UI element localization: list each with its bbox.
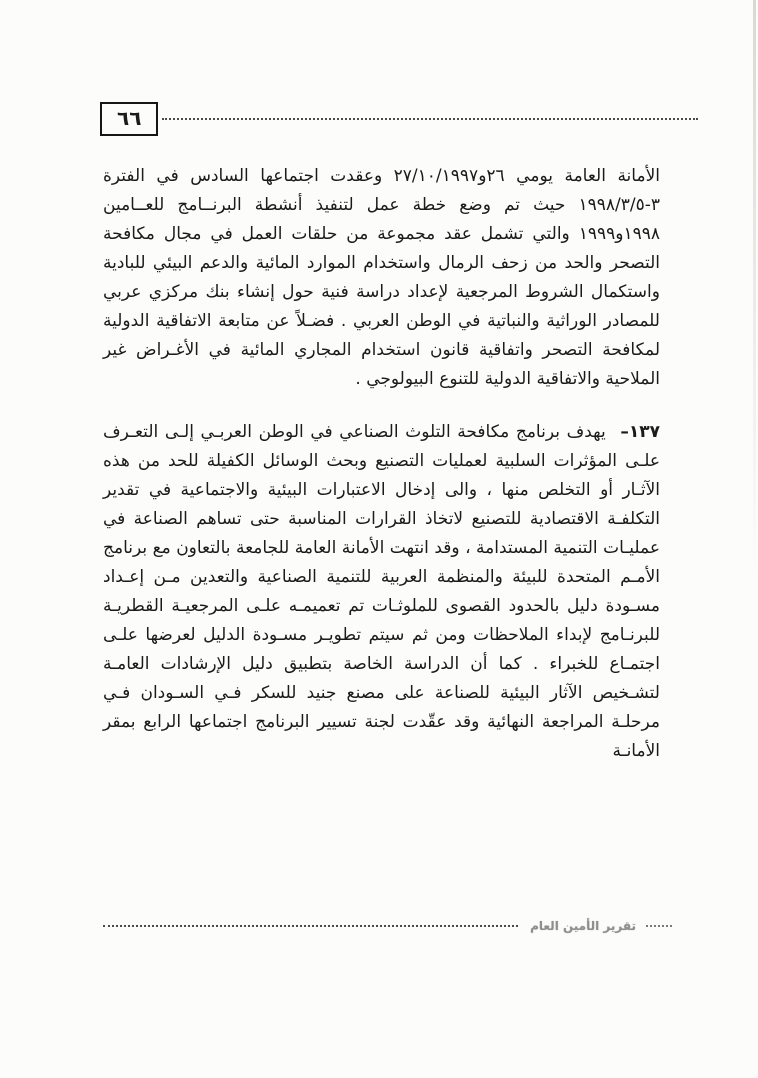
paragraph-2-number: ١٣٧– [620, 422, 661, 442]
page-number: ٦٦ [117, 106, 142, 130]
page-number-box [100, 102, 158, 136]
paragraph-1-text: الأمانة العامة يومي ٢٦و٢٧/١٠/١٩٩٧ وعقدت اجتماعها السادس في الفترة ٣-١٩٩٨/٣/٥ حيث تم وضع خطة عمل لتنفيذ أنشطة البرنــامج للعــامين ١٩٩٨و١٩٩٩ والتي تشمل عقد مجموعة من حلقات العمل في مجال مكافحة التصحر والحد من زحف الرمال واستخدام الموارد المائية والدعم البيئي للبادية واستكمال الشروط المرجعية لإعداد دراسة فنية حول إنشاء بنك مركزي عربي للمصادر الوراثية والنباتية في الوطن العربي . فضـلاً عن متابعة الاتفاقية الدولية لمكافحة التصحر واتفاقية قانون استخدام المجاري المائية في الأغـراض غير الملاحية والاتفاقية الدولية للتنوع البيولوجي . [103, 166, 660, 389]
paragraph-2 [103, 418, 660, 766]
footer-dotted-rule [103, 925, 518, 927]
body-text [103, 162, 660, 790]
page-footer [103, 916, 672, 936]
page-header [100, 100, 698, 138]
header-dotted-rule [162, 118, 698, 120]
footer-dotted-tail [646, 925, 672, 927]
footer-title: تقرير الأمين العام [530, 919, 636, 933]
paragraph-2-text: يهدف برنامج مكافحة التلوث الصناعي في الوطن العربـي إلـى التعـرف علـى المؤثرات السلبية لعمليات التصنيع وبحث الوسائل الكفيلة للحد من هذه الآثـار أو التخلص منها ، والى إدخال الاعتبارات البيئية والاجتماعية في تقدير التكلفـة الاقتصادية للتصنيع لاتخاذ القرارات المناسبة حتى تساهم الصناعة في عمليـات التنمية المستدامة ، وقد انتهت الأمانة العامة للجامعة بالتعاون مع برنامج الأمـم المتحدة للبيئة والمنظمة العربية للتنمية الصناعية والتعدين مـن إعـداد مسـودة دليل بالحدود القصوى للملوثـات تم تعميمـه علـى المرجعيـة القطريـة للبرنـامج لإبداء الملاحظات ومن ثم سيتم تطويـر مسـودة الدليل لعرضها علـى اجتمـاع للخبراء . كما أن الدراسة الخاصة بتطبيق دليل الإرشادات العامـة لتشـخيص الآثار البيئية للصناعة على مصنع جنيد للسكر فـي السـودان فـي مرحلـة المراجعة النهائية وقد عقّدت لجنة تسيير البرنامج اجتماعها الرابع بمقر الأمانـة [103, 422, 660, 761]
paragraph-1 [103, 162, 660, 394]
scan-edge-artifact [753, 0, 756, 647]
